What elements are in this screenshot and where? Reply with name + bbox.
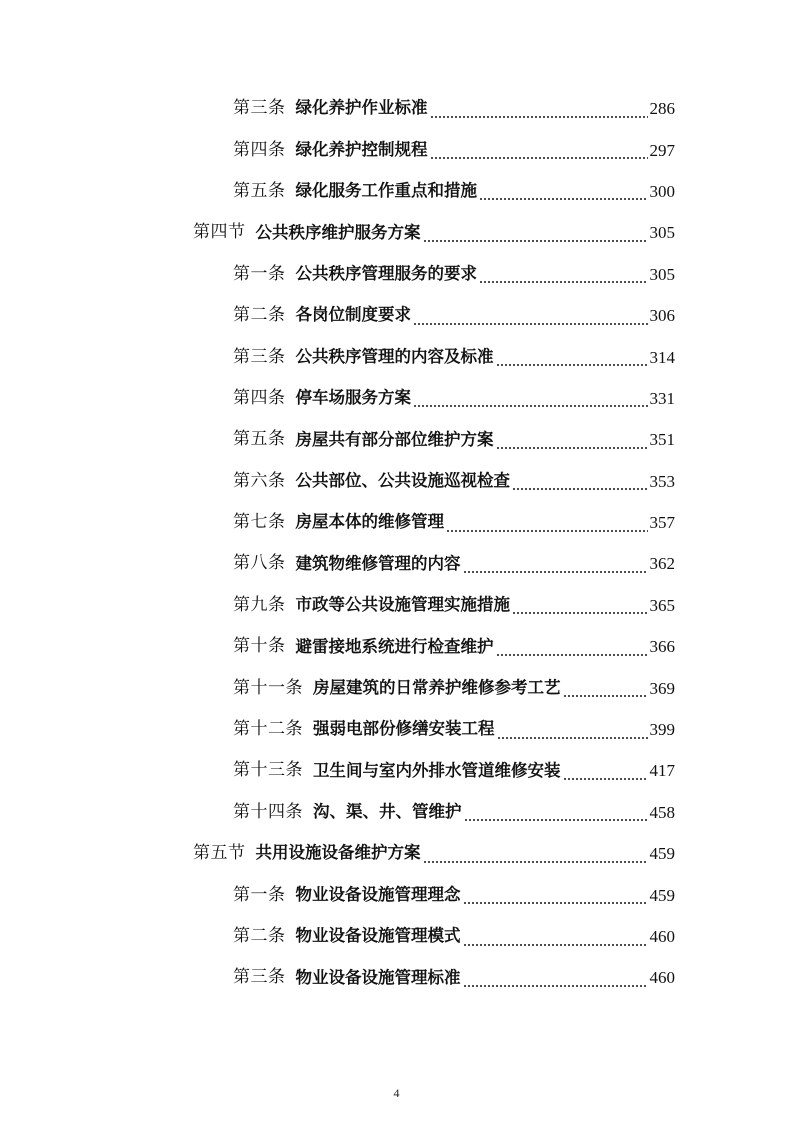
toc-dot-leader — [496, 353, 648, 367]
toc-dot-leader — [497, 726, 648, 740]
toc-entry-title: 绿化养护控制规程 — [295, 139, 428, 159]
toc-entry-number: 第七条 — [233, 512, 286, 533]
toc-article-entry[interactable] — [0, 254, 675, 295]
toc-entry-number: 第五条 — [233, 180, 286, 201]
toc-dot-leader — [413, 394, 648, 408]
toc-article-entry[interactable] — [0, 88, 675, 129]
toc-dot-leader — [463, 891, 648, 905]
toc-dot-leader — [463, 933, 648, 947]
toc-article-entry[interactable] — [0, 792, 675, 833]
toc-entry-page-number: 366 — [649, 637, 675, 657]
toc-entry-title: 绿化服务工作重点和措施 — [295, 181, 477, 201]
toc-entry-title: 房屋本体的维修管理 — [295, 512, 444, 532]
toc-section-entry[interactable] — [0, 212, 675, 253]
toc-entry-page-number: 369 — [649, 678, 675, 698]
toc-entry-title: 建筑物维修管理的内容 — [295, 553, 461, 573]
table-of-contents — [0, 88, 793, 999]
toc-article-entry[interactable] — [0, 916, 675, 957]
toc-dot-leader — [512, 477, 648, 491]
toc-dot-leader — [496, 643, 648, 657]
toc-entry-title: 公共秩序维护服务方案 — [255, 222, 421, 242]
toc-entry-title: 强弱电部份修缮安装工程 — [313, 719, 495, 739]
toc-entry-number: 第十二条 — [233, 719, 303, 740]
toc-entry-number: 第三条 — [233, 346, 286, 367]
toc-entry-number: 第四节 — [193, 222, 246, 243]
toc-entry-page-number: 459 — [649, 885, 675, 905]
toc-entry-page-number: 357 — [649, 513, 675, 533]
toc-dot-leader — [423, 229, 648, 243]
toc-article-entry[interactable] — [0, 295, 675, 336]
footer-page-number: 4 — [393, 1086, 400, 1100]
toc-article-entry[interactable] — [0, 336, 675, 377]
toc-entry-page-number: 305 — [649, 264, 675, 284]
toc-article-entry[interactable] — [0, 957, 675, 998]
toc-entry-page-number: 297 — [649, 140, 675, 160]
toc-entry-title: 房屋建筑的日常养护维修参考工艺 — [313, 677, 561, 697]
toc-entry-title: 绿化养护作业标准 — [295, 98, 428, 118]
toc-dot-leader — [430, 105, 648, 119]
toc-entry-title: 共用设施设备维护方案 — [255, 843, 421, 863]
toc-dot-leader — [479, 187, 648, 201]
toc-section-entry[interactable] — [0, 833, 675, 874]
toc-article-entry[interactable] — [0, 461, 675, 502]
toc-entry-number: 第十条 — [233, 636, 286, 657]
toc-entry-number: 第三条 — [233, 98, 286, 119]
toc-entry-number: 第五节 — [193, 843, 246, 864]
toc-article-entry[interactable] — [0, 585, 675, 626]
toc-dot-leader — [512, 601, 648, 615]
toc-entry-number: 第十三条 — [233, 760, 303, 781]
toc-entry-page-number: 353 — [649, 471, 675, 491]
toc-entry-title: 停车场服务方案 — [295, 388, 411, 408]
toc-entry-number: 第九条 — [233, 594, 286, 615]
toc-entry-page-number: 351 — [649, 430, 675, 450]
toc-dot-leader — [479, 270, 648, 284]
toc-article-entry[interactable] — [0, 709, 675, 750]
toc-dot-leader — [563, 767, 648, 781]
toc-entry-page-number: 460 — [649, 927, 675, 946]
toc-entry-page-number: 300 — [649, 181, 675, 201]
toc-dot-leader — [464, 808, 648, 822]
toc-entry-title: 公共秩序管理服务的要求 — [295, 264, 477, 283]
toc-dot-leader — [463, 560, 648, 574]
toc-entry-title: 公共秩序管理的内容及标准 — [295, 346, 494, 366]
toc-entry-title: 物业设备设施管理标准 — [295, 967, 461, 987]
toc-article-entry[interactable] — [0, 874, 675, 915]
toc-entry-title: 各岗位制度要求 — [295, 305, 411, 325]
toc-article-entry[interactable] — [0, 750, 675, 791]
toc-entry-title: 市政等公共设施管理实施措施 — [295, 595, 510, 615]
toc-entry-title: 公共部位、公共设施巡视检查 — [295, 470, 510, 490]
toc-entry-number: 第四条 — [233, 387, 286, 408]
toc-entry-page-number: 306 — [649, 306, 675, 326]
toc-article-entry[interactable] — [0, 419, 675, 460]
toc-entry-page-number: 417 — [649, 761, 675, 781]
toc-entry-number: 第十一条 — [233, 677, 303, 698]
toc-entry-page-number: 458 — [649, 802, 675, 822]
toc-dot-leader — [463, 974, 648, 988]
toc-entry-title: 卫生间与室内外排水管道维修安装 — [313, 760, 561, 780]
toc-entry-page-number: 459 — [649, 844, 675, 864]
toc-entry-number: 第二条 — [233, 926, 286, 946]
toc-entry-number: 第十四条 — [233, 801, 303, 822]
toc-entry-page-number: 460 — [649, 968, 675, 988]
toc-entry-number: 第八条 — [233, 553, 286, 574]
toc-entry-number: 第一条 — [233, 263, 286, 284]
toc-entry-title: 避雷接地系统进行检查维护 — [295, 636, 494, 656]
toc-dot-leader — [563, 684, 648, 698]
toc-article-entry[interactable] — [0, 543, 675, 584]
toc-entry-page-number: 286 — [649, 99, 675, 119]
toc-entry-title: 房屋共有部分部位维护方案 — [295, 429, 494, 449]
toc-article-entry[interactable] — [0, 378, 675, 419]
toc-dot-leader — [423, 850, 648, 864]
toc-entry-number: 第一条 — [233, 884, 286, 905]
toc-entry-page-number: 399 — [649, 720, 675, 740]
toc-entry-title: 物业设备设施管理模式 — [295, 926, 461, 946]
toc-entry-title: 物业设备设施管理理念 — [295, 884, 461, 904]
toc-entry-title: 沟、渠、井、管维护 — [313, 802, 462, 822]
toc-entry-number: 第五条 — [233, 429, 286, 450]
toc-dot-leader — [496, 436, 648, 450]
toc-article-entry[interactable] — [0, 171, 675, 212]
toc-article-entry[interactable] — [0, 626, 675, 667]
toc-entry-number: 第三条 — [233, 967, 286, 988]
toc-entry-page-number: 365 — [649, 595, 675, 615]
toc-article-entry[interactable] — [0, 667, 675, 708]
toc-dot-leader — [413, 312, 648, 326]
toc-dot-leader — [446, 519, 648, 533]
toc-article-entry[interactable] — [0, 502, 675, 543]
toc-entry-page-number: 314 — [649, 347, 675, 367]
toc-entry-page-number: 331 — [649, 388, 675, 408]
toc-dot-leader — [430, 146, 648, 160]
toc-entry-number: 第四条 — [233, 139, 286, 160]
toc-entry-page-number: 362 — [649, 554, 675, 574]
toc-article-entry[interactable] — [0, 129, 675, 170]
toc-entry-page-number: 305 — [649, 223, 675, 243]
toc-entry-number: 第二条 — [233, 305, 286, 326]
toc-entry-number: 第六条 — [233, 470, 286, 491]
